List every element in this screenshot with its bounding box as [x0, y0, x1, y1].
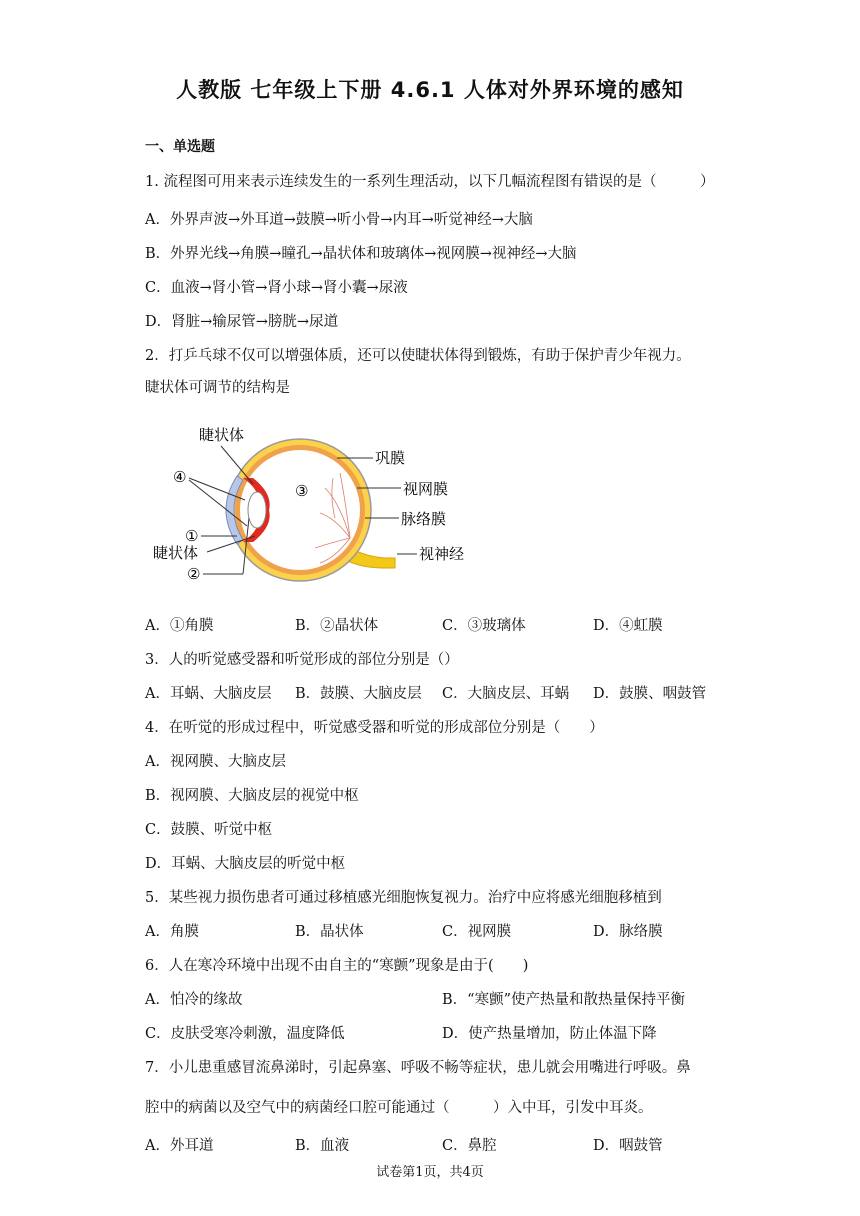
question-7-options	[145, 1134, 745, 1156]
label-optic-nerve: 视神经	[419, 545, 465, 563]
question-3-option-b[interactable]: B．鼓膜、大脑皮层	[295, 686, 422, 702]
question-5-options	[145, 920, 745, 942]
label-2: ②	[187, 565, 201, 583]
question-2-option-b[interactable]: B．②晶状体	[295, 618, 379, 634]
question-6-option-b[interactable]: B．“寒颤”使产热量和散热量保持平衡	[442, 992, 685, 1008]
question-7-option-c[interactable]: C．鼻腔	[442, 1138, 497, 1154]
question-2-option-c[interactable]: C．③玻璃体	[442, 618, 526, 634]
question-7-stem-line1: 7．小儿患重感冒流鼻涕时，引起鼻塞、呼吸不畅等症状，患儿就会用嘴进行呼吸。鼻	[145, 1060, 691, 1076]
label-4: ④	[173, 468, 187, 486]
label-choroid: 脉络膜	[401, 510, 447, 528]
question-2-stem-line2: 睫状体可调节的结构是	[145, 380, 290, 396]
question-7-option-b[interactable]: B．血液	[295, 1138, 350, 1154]
question-5-option-a[interactable]: A．角膜	[145, 924, 199, 940]
question-6-options-row1	[145, 988, 745, 1010]
question-4-option-c[interactable]: C．鼓膜、听觉中枢	[145, 822, 273, 838]
question-7-option-d[interactable]: D．咽鼓管	[593, 1138, 663, 1154]
page-footer: 试卷第1页，共4页	[376, 1165, 484, 1180]
question-2-stem-line1: 2．打乒乓球不仅可以增强体质，还可以使睫状体得到锻炼，有助于保护青少年视力。	[145, 348, 691, 364]
question-2-options	[145, 614, 745, 636]
label-retina: 视网膜	[403, 480, 449, 498]
question-7-stem-line2: 腔中的病菌以及空气中的病菌经口腔可能通过（ ）入中耳，引发中耳炎。	[145, 1100, 653, 1116]
question-4-option-d[interactable]: D．耳蜗、大脑皮层的听觉中枢	[145, 856, 346, 872]
question-3-option-d[interactable]: D．鼓膜、咽鼓管	[593, 686, 707, 702]
question-1-option-b[interactable]: B．外界光线→角膜→瞳孔→晶状体和玻璃体→视网膜→视神经→大脑	[145, 246, 577, 262]
label-ciliary-top: 睫状体	[199, 426, 245, 444]
question-6-option-d[interactable]: D．使产热量增加，防止体温下降	[442, 1026, 657, 1042]
question-5-option-d[interactable]: D．脉络膜	[593, 924, 663, 940]
question-6-option-a[interactable]: A．怕冷的缘故	[145, 992, 243, 1008]
question-5-option-b[interactable]: B．晶状体	[295, 924, 364, 940]
label-3: ③	[295, 482, 309, 500]
page-title: 人教版 七年级上下册 4.6.1 人体对外界环境的感知	[176, 78, 684, 102]
question-6-options-row2	[145, 1022, 745, 1044]
question-5-stem: 5．某些视力损伤患者可通过移植感光细胞恢复视力。治疗中应将感光细胞移植到	[145, 890, 662, 906]
question-7-option-a[interactable]: A．外耳道	[145, 1138, 214, 1154]
question-3-stem: 3．人的听觉感受器和听觉形成的部位分别是（）	[145, 652, 459, 668]
question-4-option-b[interactable]: B．视网膜、大脑皮层的视觉中枢	[145, 788, 359, 804]
question-3-options	[145, 682, 745, 704]
question-1-option-a[interactable]: A．外界声波→外耳道→鼓膜→听小骨→内耳→听觉神经→大脑	[145, 212, 533, 228]
question-1-option-d[interactable]: D．肾脏→输尿管→膀胱→尿道	[145, 314, 339, 330]
question-1-option-c[interactable]: C．血液→肾小管→肾小球→肾小囊→尿液	[145, 280, 408, 296]
question-3-option-a[interactable]: A．耳蜗、大脑皮层	[145, 686, 272, 702]
question-6-stem: 6．人在寒冷环境中出现不由自主的“寒颤”现象是由于( )	[145, 958, 529, 974]
question-5-option-c[interactable]: C．视网膜	[442, 924, 512, 940]
section-heading: 一、单选题	[145, 139, 215, 155]
label-sclera: 巩膜	[375, 449, 406, 467]
lens-shape	[248, 492, 266, 528]
question-2-option-a[interactable]: A．①角膜	[145, 618, 214, 634]
question-3-option-c[interactable]: C．大脑皮层、耳蜗	[442, 686, 570, 702]
question-4-option-a[interactable]: A．视网膜、大脑皮层	[145, 754, 286, 770]
label-1: ①	[185, 527, 199, 545]
eye-diagram	[145, 418, 485, 594]
question-1-stem: 1. 流程图可用来表示连续发生的一系列生理活动，以下几幅流程图有错误的是（ ）	[145, 174, 715, 190]
label-ciliary-bottom: 睫状体	[153, 544, 199, 562]
question-2-option-d[interactable]: D．④虹膜	[593, 618, 663, 634]
question-4-stem: 4．在听觉的形成过程中，听觉感受器和听觉的形成部位分别是（ ）	[145, 720, 604, 736]
question-6-option-c[interactable]: C．皮肤受寒冷刺激，温度降低	[145, 1026, 345, 1042]
